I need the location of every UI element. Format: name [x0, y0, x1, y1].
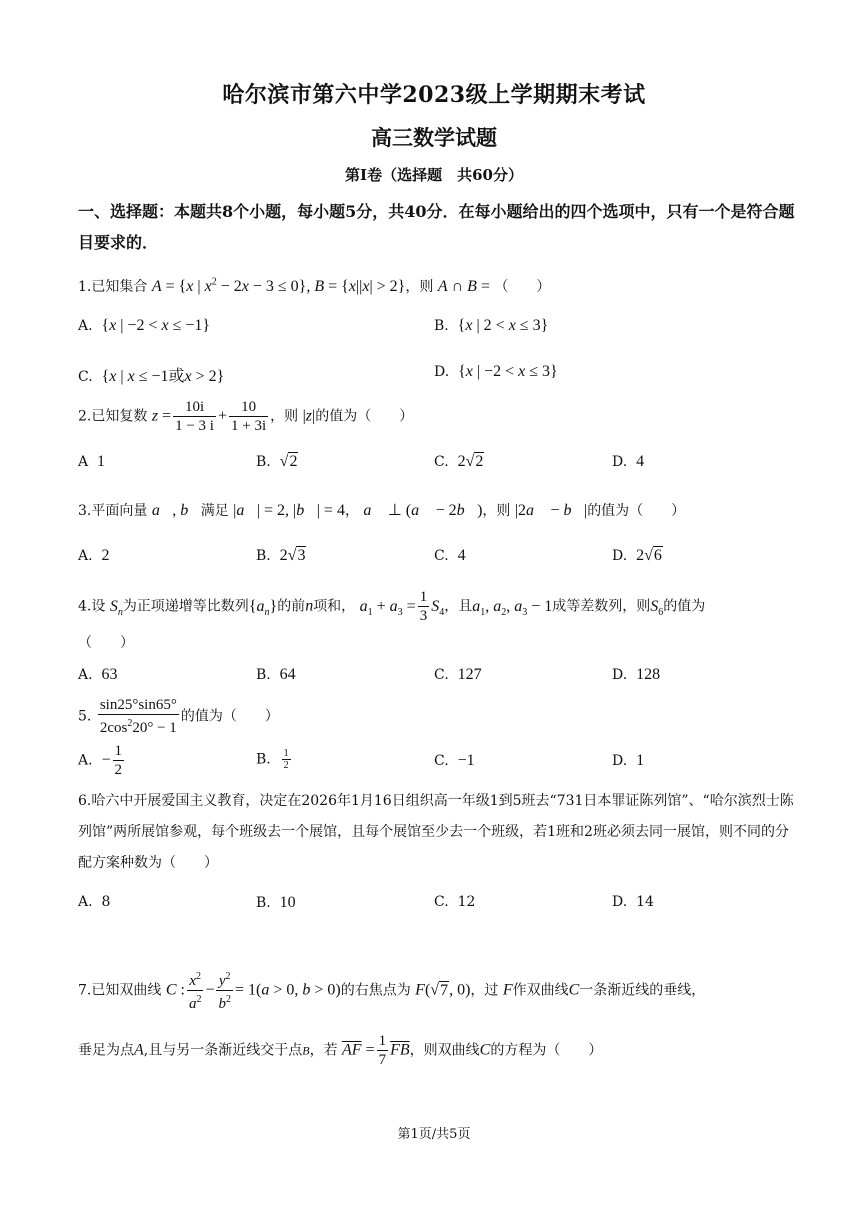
q2-option-b[interactable]: B. √2: [256, 453, 298, 470]
section-heading: 一、选择题：本题共8个小题，每小题5分，共40分．在每小题给出的四个选项中，只有一个是符合题目要求的．: [78, 202, 795, 252]
q6-option-d[interactable]: D. 14: [612, 894, 654, 910]
question-3: 3.平面向量 a⃗, b⃗满足 |a⃗| = 2, |b⃗| = 4， a⃗ ⊥ (a⃗ − 2b⃗)，则 |2a⃗ − b⃗|的值为（ ）: [78, 502, 686, 519]
q4-option-d[interactable]: D. 128: [612, 666, 661, 683]
q1-option-d[interactable]: D. {x | −2 < x ≤ 3}: [434, 363, 558, 380]
question-7-line2: 垂足为点A,且与另一条渐近线交于点B，若 $\overline{AF}$ = $\frac{1}{7}$ $\overline{FB}$，则双曲线C的方程为（ ）: [78, 1033, 603, 1068]
part-label: 第Ⅰ卷（选择题 共60分）: [345, 166, 523, 184]
question-7: 7.已知双曲线 C : $\frac{x^2}{a^2}$ − $\frac{y^2}{b^2}$ = 1(a > 0, b > 0)的右焦点为 F(√7, 0)，过 F作双曲线C一条渐近线的垂线，: [78, 968, 705, 1013]
question-5: 5. $\frac{\sin 25^\circ\sin 65^\circ}{2\cos^220^\circ - 1}$ 的值为（ ）: [78, 697, 279, 736]
q6-option-c[interactable]: C. 12: [434, 894, 476, 910]
q4-option-c[interactable]: C. 127: [434, 666, 482, 683]
q3-option-b[interactable]: B. 2√3: [256, 547, 306, 564]
question-4-paren: （ ）: [78, 635, 134, 651]
question-2: 2.已知复数 z = $\frac{10i}{1 - 3 i}$ + $\frac{10}{1 + 3i}$ ，则 |z|的值为（ ）: [78, 399, 414, 434]
q6-option-b[interactable]: B. 10: [256, 894, 296, 911]
q5-option-c[interactable]: C. −1: [434, 752, 475, 769]
q5-option-b[interactable]: B. $\frac{1}{2}$: [256, 748, 289, 771]
page-footer: 第1页/共5页: [397, 1127, 471, 1142]
q1-option-c[interactable]: C. {x | x ≤ −1或x > 2}: [78, 368, 225, 385]
question-1: 1.已知集合 A = {x | $x^2 - 2x - 3 \le 0$}, B = {x||x| > 2}，则 A ∩ B = （ ）: [78, 276, 551, 295]
q3-option-c[interactable]: C. 4: [434, 547, 466, 564]
q2-option-d[interactable]: D. 4: [612, 453, 645, 470]
question-4: 4.设 $S_n$为正项递增等比数列$\{a_n\}$的前n项和， $a_1 + a_3$ = $\frac{1}{3}$ $S_4$，且$a_1$, $a_2$, $a_3 - 1$成等差数列，则$S_6$的值为: [78, 589, 706, 624]
q3-option-a[interactable]: A. 2: [78, 547, 110, 564]
q4-option-b[interactable]: B. 64: [256, 666, 296, 683]
q1-option-a[interactable]: A. {x | −2 < x ≤ −1}: [78, 317, 211, 334]
exam-subtitle: 高三数学试题: [371, 125, 497, 150]
q6-option-a[interactable]: A. 8: [78, 894, 111, 910]
q5-option-d[interactable]: D. 1: [612, 752, 645, 769]
q1-option-b[interactable]: B. {x | 2 < x ≤ 3}: [434, 317, 549, 334]
q2-option-a[interactable]: A 1: [78, 453, 106, 470]
exam-title: 哈尔滨市第六中学2023级上学期期末考试: [222, 82, 646, 108]
q2-option-c[interactable]: C. 2√2: [434, 453, 484, 470]
q1-sets: A = {x | $x^2 - 2x - 3 \le 0$}, B = {x||x| > 2}: [151, 276, 406, 295]
q3-option-d[interactable]: D. 2√6: [612, 547, 662, 564]
q5-option-a[interactable]: A. − $\frac{1}{2}$: [78, 743, 122, 778]
question-6: 6.哈六中开展爱国主义教育，决定在2026年1月16日组织高一年级1到5班去“731日本罪证陈列馆”、“哈尔滨烈士陈列馆”两所展馆参观，每个班级去一个展馆，且每个展馆至少去一个班级，若1班和2班必须去同一展馆，则不同的分配方案种数为（ ）: [78, 793, 794, 871]
q4-option-a[interactable]: A. 63: [78, 666, 118, 683]
